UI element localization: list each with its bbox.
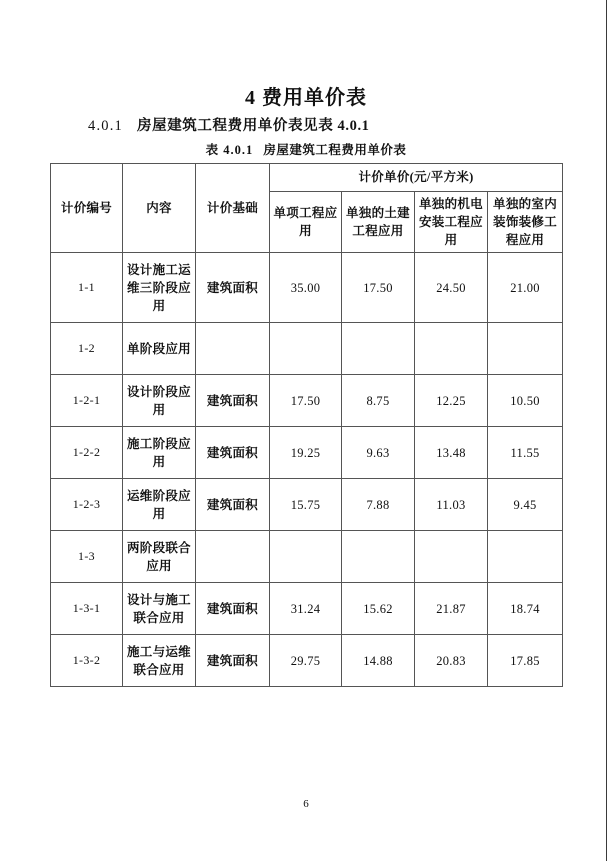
table-row <box>51 531 563 583</box>
table-header-row-group <box>51 164 563 192</box>
cell-content: 施工阶段应用 <box>123 427 196 479</box>
cell-value-single-project: 29.75 <box>270 635 342 687</box>
cell-value-civil-works: 7.88 <box>342 479 415 531</box>
cell-value-single-project: 17.50 <box>270 375 342 427</box>
column-header-single-project: 单项工程应用 <box>270 192 342 253</box>
cell-value-civil-works: 9.63 <box>342 427 415 479</box>
clause-text: 房屋建筑工程费用单价表见表 4.0.1 <box>137 118 370 134</box>
table-caption-number: 表 4.0.1 <box>205 143 254 157</box>
column-header-basis: 计价基础 <box>196 164 270 253</box>
cell-value-mep-installation: 13.48 <box>415 427 488 479</box>
cell-basis: 建筑面积 <box>196 427 270 479</box>
cell-value-interior-decoration: 9.45 <box>488 479 563 531</box>
table-caption <box>0 140 612 158</box>
cell-value-civil-works: 8.75 <box>342 375 415 427</box>
cell-basis: 建筑面积 <box>196 253 270 323</box>
clause-number: 4.0.1 <box>88 118 123 134</box>
cell-value-civil-works: 15.62 <box>342 583 415 635</box>
table-row <box>51 253 563 323</box>
table-row <box>51 635 563 687</box>
chapter-title: 4 费用单价表 <box>245 87 367 110</box>
table-caption-text: 房屋建筑工程费用单价表 <box>263 143 407 157</box>
cell-value-mep-installation: 20.83 <box>415 635 488 687</box>
cell-value-interior-decoration: 18.74 <box>488 583 563 635</box>
cell-code: 1-3-2 <box>51 635 123 687</box>
cell-basis: 建筑面积 <box>196 583 270 635</box>
cell-value-civil-works <box>342 531 415 583</box>
cell-value-civil-works: 14.88 <box>342 635 415 687</box>
cell-value-single-project <box>270 531 342 583</box>
cell-code: 1-1 <box>51 253 123 323</box>
cell-value-mep-installation <box>415 323 488 375</box>
cell-value-single-project <box>270 323 342 375</box>
cell-value-single-project: 31.24 <box>270 583 342 635</box>
cell-content: 设计阶段应用 <box>123 375 196 427</box>
clause-line <box>88 114 370 135</box>
fee-unit-price-table <box>50 163 563 687</box>
cell-value-interior-decoration: 21.00 <box>488 253 563 323</box>
cell-basis <box>196 531 270 583</box>
cell-value-interior-decoration: 10.50 <box>488 375 563 427</box>
cell-content: 单阶段应用 <box>123 323 196 375</box>
cell-value-single-project: 35.00 <box>270 253 342 323</box>
cell-value-single-project: 15.75 <box>270 479 342 531</box>
cell-content: 两阶段联合应用 <box>123 531 196 583</box>
cell-content: 运维阶段应用 <box>123 479 196 531</box>
column-header-mep-installation: 单独的机电安装工程应用 <box>415 192 488 253</box>
cell-value-civil-works: 17.50 <box>342 253 415 323</box>
table-row <box>51 479 563 531</box>
cell-code: 1-2 <box>51 323 123 375</box>
cell-value-civil-works <box>342 323 415 375</box>
cell-code: 1-2-1 <box>51 375 123 427</box>
cell-code: 1-3 <box>51 531 123 583</box>
cell-basis: 建筑面积 <box>196 479 270 531</box>
column-header-code: 计价编号 <box>51 164 123 253</box>
cell-content: 设计施工运维三阶段应用 <box>123 253 196 323</box>
cell-value-mep-installation: 11.03 <box>415 479 488 531</box>
cell-basis: 建筑面积 <box>196 635 270 687</box>
column-header-civil-works: 单独的土建工程应用 <box>342 192 415 253</box>
cell-content: 施工与运维联合应用 <box>123 635 196 687</box>
table-row <box>51 583 563 635</box>
cell-code: 1-3-1 <box>51 583 123 635</box>
cell-value-interior-decoration: 11.55 <box>488 427 563 479</box>
cell-code: 1-2-3 <box>51 479 123 531</box>
column-header-unit-price-group: 计价单价(元/平方米) <box>270 164 563 192</box>
cell-value-interior-decoration: 17.85 <box>488 635 563 687</box>
column-header-content: 内容 <box>123 164 196 253</box>
table-row <box>51 375 563 427</box>
column-header-interior-decoration: 单独的室内装饰装修工程应用 <box>488 192 563 253</box>
cell-value-interior-decoration <box>488 531 563 583</box>
cell-value-interior-decoration <box>488 323 563 375</box>
cell-basis <box>196 323 270 375</box>
cell-value-mep-installation <box>415 531 488 583</box>
page-number: 6 <box>303 798 309 810</box>
table-row <box>51 323 563 375</box>
cell-value-mep-installation: 21.87 <box>415 583 488 635</box>
cell-value-mep-installation: 24.50 <box>415 253 488 323</box>
cell-basis: 建筑面积 <box>196 375 270 427</box>
cell-value-mep-installation: 12.25 <box>415 375 488 427</box>
page-edge-artifact <box>606 0 607 861</box>
cell-value-single-project: 19.25 <box>270 427 342 479</box>
cell-code: 1-2-2 <box>51 427 123 479</box>
cell-content: 设计与施工联合应用 <box>123 583 196 635</box>
table-row <box>51 427 563 479</box>
